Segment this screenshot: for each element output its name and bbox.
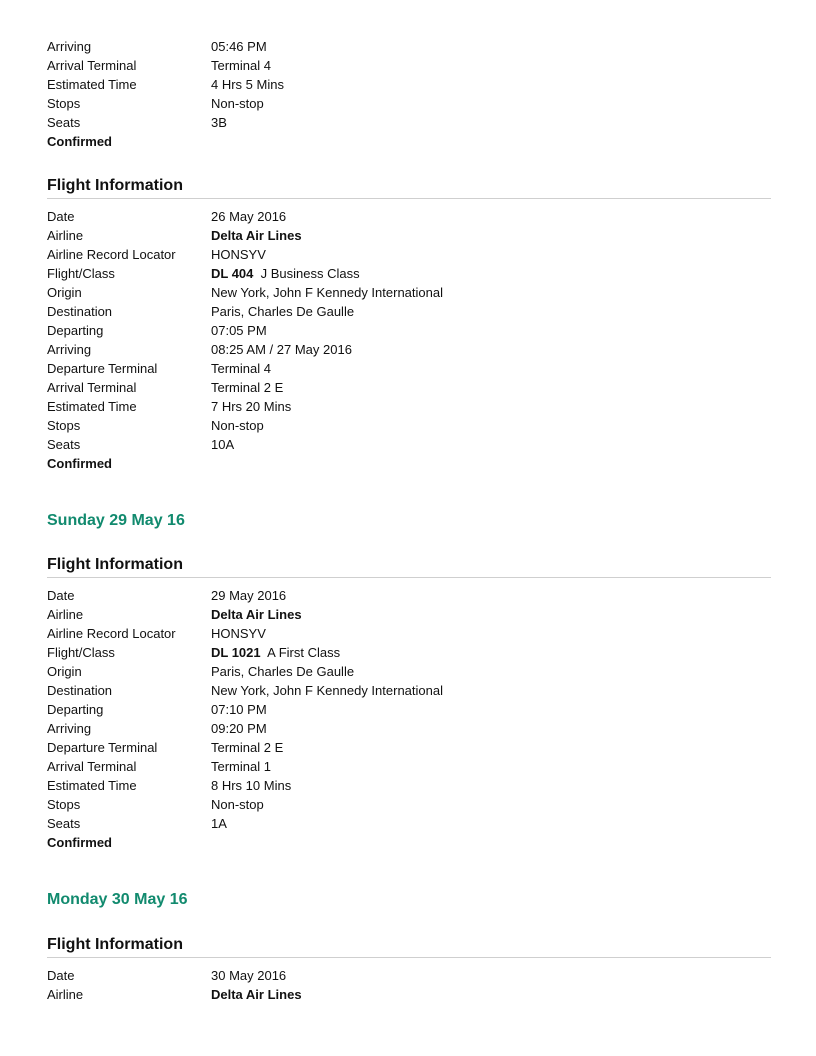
detail-value: Terminal 4 (211, 361, 271, 376)
detail-row-departure-terminal (47, 359, 771, 378)
detail-label: Airline Record Locator (47, 247, 176, 262)
detail-value: 29 May 2016 (211, 588, 287, 603)
detail-value: 26 May 2016 (211, 209, 287, 224)
detail-label: Departing (47, 702, 104, 717)
detail-row-destination (47, 302, 771, 321)
detail-label: Stops (47, 797, 81, 812)
detail-value: 1A (211, 816, 227, 831)
detail-label: Date (47, 209, 75, 224)
detail-row-origin (47, 662, 771, 681)
detail-row-stops (47, 94, 771, 113)
detail-row-arrival-terminal (47, 378, 771, 397)
detail-value: 3B (211, 115, 227, 130)
detail-row-arrival-terminal (47, 56, 771, 75)
detail-label: Departing (47, 323, 104, 338)
detail-label: Date (47, 588, 75, 603)
detail-label: Arrival Terminal (47, 759, 137, 774)
detail-label: Destination (47, 304, 113, 319)
detail-value: Terminal 4 (211, 58, 271, 73)
detail-label: Stops (47, 96, 81, 111)
detail-label: Airline (47, 607, 84, 622)
detail-row-seats (47, 814, 771, 833)
section-title-flight-information: Flight Information (47, 935, 771, 958)
detail-row-departing (47, 321, 771, 340)
cabin-class: J Business Class (260, 266, 360, 281)
detail-label: Estimated Time (47, 399, 137, 414)
detail-value: Paris, Charles De Gaulle (211, 304, 355, 319)
status-confirmed: Confirmed (47, 835, 112, 850)
detail-label: Airline (47, 987, 84, 1002)
status-confirmed: Confirmed (47, 134, 112, 149)
day-heading: Monday 30 May 16 (47, 891, 188, 908)
flight-number: DL 404 (211, 266, 254, 281)
detail-label: Departure Terminal (47, 361, 158, 376)
cabin-class: A First Class (267, 645, 341, 660)
day-heading: Sunday 29 May 16 (47, 512, 185, 529)
detail-value: Terminal 2 E (211, 740, 284, 755)
detail-value: 08:25 AM / 27 May 2016 (211, 342, 352, 357)
detail-label: Arriving (47, 721, 92, 736)
status-confirmed: Confirmed (47, 456, 112, 471)
detail-label: Estimated Time (47, 77, 137, 92)
detail-value: 05:46 PM (211, 39, 267, 54)
detail-label: Origin (47, 664, 82, 679)
airline-name: Delta Air Lines (211, 987, 302, 1002)
detail-value: New York, John F Kennedy International (211, 285, 443, 300)
detail-label: Airline Record Locator (47, 626, 176, 641)
detail-row-arriving (47, 719, 771, 738)
detail-label: Stops (47, 418, 81, 433)
flight-details (47, 966, 771, 1004)
detail-row-stops (47, 416, 771, 435)
detail-row-record-locator (47, 624, 771, 643)
detail-value: Non-stop (211, 418, 264, 433)
detail-value: 8 Hrs 10 Mins (211, 778, 292, 793)
detail-value: New York, John F Kennedy International (211, 683, 443, 698)
detail-label: Arriving (47, 342, 92, 357)
detail-label: Airline (47, 228, 84, 243)
detail-value: 09:20 PM (211, 721, 267, 736)
detail-value: Terminal 1 (211, 759, 271, 774)
detail-row-estimated-time (47, 75, 771, 94)
flight-details-continued (47, 37, 771, 151)
airline-name: Delta Air Lines (211, 228, 302, 243)
detail-row-estimated-time (47, 397, 771, 416)
detail-value: 4 Hrs 5 Mins (211, 77, 284, 92)
detail-value: 30 May 2016 (211, 968, 287, 983)
detail-label: Origin (47, 285, 82, 300)
detail-value: 7 Hrs 20 Mins (211, 399, 292, 414)
detail-value: 07:10 PM (211, 702, 267, 717)
detail-value: 10A (211, 437, 235, 452)
detail-value: 07:05 PM (211, 323, 267, 338)
detail-label: Flight/Class (47, 266, 115, 281)
detail-row-departure-terminal (47, 738, 771, 757)
flight-details (47, 207, 771, 473)
detail-row-arriving (47, 37, 771, 56)
detail-label: Seats (47, 115, 81, 130)
detail-label: Departure Terminal (47, 740, 158, 755)
detail-row-departing (47, 700, 771, 719)
detail-row-flight-class (47, 643, 771, 662)
detail-label: Date (47, 968, 75, 983)
flight-details (47, 586, 771, 852)
detail-value: Non-stop (211, 797, 264, 812)
detail-row-arriving (47, 340, 771, 359)
detail-value: Non-stop (211, 96, 264, 111)
detail-row-date (47, 586, 771, 605)
detail-row-origin (47, 283, 771, 302)
detail-value: HONSYV (211, 247, 266, 262)
detail-label: Arrival Terminal (47, 380, 137, 395)
airline-name: Delta Air Lines (211, 607, 302, 622)
detail-row-estimated-time (47, 776, 771, 795)
detail-row-seats (47, 435, 771, 454)
detail-row-date (47, 207, 771, 226)
detail-label: Seats (47, 437, 81, 452)
detail-row-stops (47, 795, 771, 814)
detail-value: Terminal 2 E (211, 380, 284, 395)
detail-row-destination (47, 681, 771, 700)
detail-row-airline (47, 226, 771, 245)
detail-row-flight-class (47, 264, 771, 283)
section-title-flight-information: Flight Information (47, 176, 771, 199)
detail-label: Destination (47, 683, 113, 698)
detail-row-record-locator (47, 245, 771, 264)
detail-row-airline (47, 985, 771, 1004)
flight-number: DL 1021 (211, 645, 261, 660)
detail-row-arrival-terminal (47, 757, 771, 776)
detail-row-seats (47, 113, 771, 132)
detail-label: Estimated Time (47, 778, 137, 793)
detail-value: Paris, Charles De Gaulle (211, 664, 355, 679)
detail-label: Arrival Terminal (47, 58, 137, 73)
section-title-flight-information: Flight Information (47, 555, 771, 578)
detail-value: HONSYV (211, 626, 266, 641)
detail-label: Flight/Class (47, 645, 115, 660)
detail-row-airline (47, 605, 771, 624)
detail-label: Arriving (47, 39, 92, 54)
detail-label: Seats (47, 816, 81, 831)
detail-row-date (47, 966, 771, 985)
